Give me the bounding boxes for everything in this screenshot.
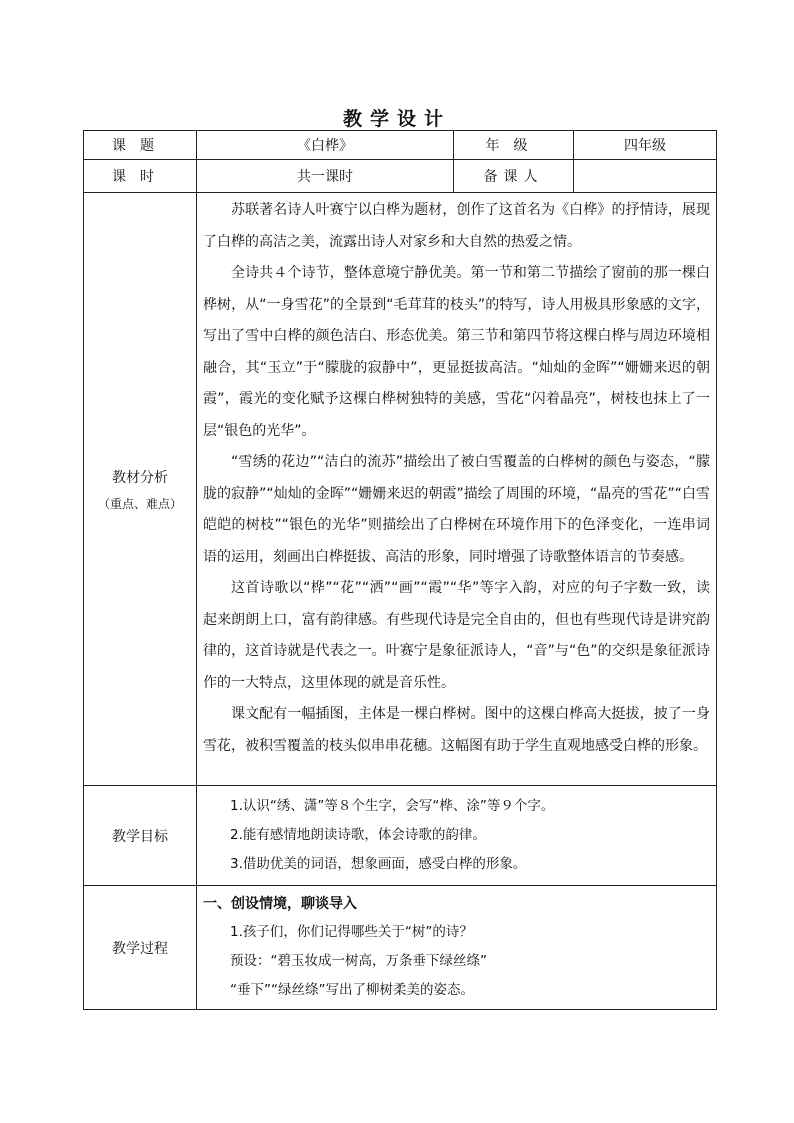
- row-topic: [84, 131, 717, 160]
- goal-item: 2.能有感情地朗读诗歌，体会诗歌的韵律。: [230, 827, 486, 843]
- goal-item: 3.借助优美的词语，想象画面，感受白桦的形象。: [230, 856, 527, 872]
- process-heading: 一、创设情境，聊谈导入: [203, 896, 357, 912]
- analysis-paragraph: 全诗共４个诗节，整体意境宁静优美。第一节和第二节描绘了窗前的那一棵白桦树，从“一身雪花”的全景到“毛茸茸的枝头”的特写，诗人用极具形象感的文字，写出了雪中白桦的颜色洁白、形态优美。第三节和第四节将这棵白桦与周边环境相融合，其“玉立”于“朦胧的寂静中”，更显挺拔高洁。“灿灿的金晖”“姗姗来迟的朝霞”，霞光的变化赋予这棵白桦树独特的美感，雪花“闪着晶亮”，树枝也抹上了一层“银色的光华”。: [203, 265, 710, 439]
- process-line: 预设：“碧玉妆成一树高，万条垂下绿丝绦”: [230, 953, 487, 969]
- grade-label: 年级: [454, 131, 574, 160]
- process-line: “垂下”“绿丝绦”写出了柳树柔美的姿态。: [230, 982, 474, 998]
- row-process: [84, 886, 717, 1010]
- lesson-plan-table: [83, 130, 717, 1010]
- row-period: [84, 160, 717, 193]
- document-title: 教学设计: [342, 108, 451, 130]
- preparer-value: [574, 160, 717, 193]
- topic-value: 《白桦》: [197, 131, 454, 160]
- topic-label: 课题: [84, 131, 197, 160]
- analysis-paragraph: “雪绣的花边”“洁白的流苏”描绘出了被白雪覆盖的白桦树的颜色与姿态，“朦胧的寂静”“灿灿的金晖”“姗姗来迟的朝霞”描绘了周围的环境，“晶亮的雪花”“白雪皑皑的树枝”“银色的光华”则描绘出了白桦树在环境作用下的色泽变化，一连串词语的运用，刻画出白桦挺拔、高洁的形象，同时增强了诗歌整体语言的节奏感。: [203, 454, 710, 565]
- process-label: 教学过程: [84, 886, 197, 1010]
- row-analysis: [84, 193, 717, 786]
- goal-item: 1.认识“绣、潇”等８个生字，会写“桦、涂”等９个字。: [230, 798, 555, 814]
- analysis-content: [197, 193, 717, 786]
- analysis-paragraph: 这首诗歌以“桦”“花”“洒”“画”“霞”“华”等字入韵，对应的句子字数一致，读起来朗朗上口，富有韵律感。有些现代诗是完全自由的，但也有些现代诗是讲究韵律的，这首诗就是代表之一。叶赛宁是象征派诗人，“音”与“色”的交织是象征派诗作的一大特点，这里体现的就是音乐性。: [203, 580, 710, 691]
- grade-value: 四年级: [574, 131, 717, 160]
- goals-label: 教学目标: [84, 786, 197, 886]
- analysis-paragraph: 苏联著名诗人叶赛宁以白桦为题材，创作了这首名为《白桦》的抒情诗，展现了白桦的高洁之美，流露出诗人对家乡和大自然的热爱之情。: [203, 202, 710, 250]
- goals-content: [197, 786, 717, 886]
- analysis-paragraph: 课文配有一幅插图，主体是一棵白桦树。图中的这棵白桦高大挺拔，披了一身雪花，被积雪覆盖的枝头似串串花穗。这幅图有助于学生直观地感受白桦的形象。: [203, 706, 710, 754]
- analysis-label-cell: [84, 193, 197, 786]
- row-goals: [84, 786, 717, 886]
- analysis-sublabel: （重点、难点）: [97, 496, 182, 511]
- process-content: [197, 886, 717, 1010]
- period-value: 共一课时: [197, 160, 454, 193]
- analysis-label: 教材分析: [112, 469, 168, 486]
- preparer-label: 备课人: [454, 160, 574, 193]
- process-line: 1.孩子们，你们记得哪些关于“树”的诗？: [230, 924, 473, 940]
- period-label: 课时: [84, 160, 197, 193]
